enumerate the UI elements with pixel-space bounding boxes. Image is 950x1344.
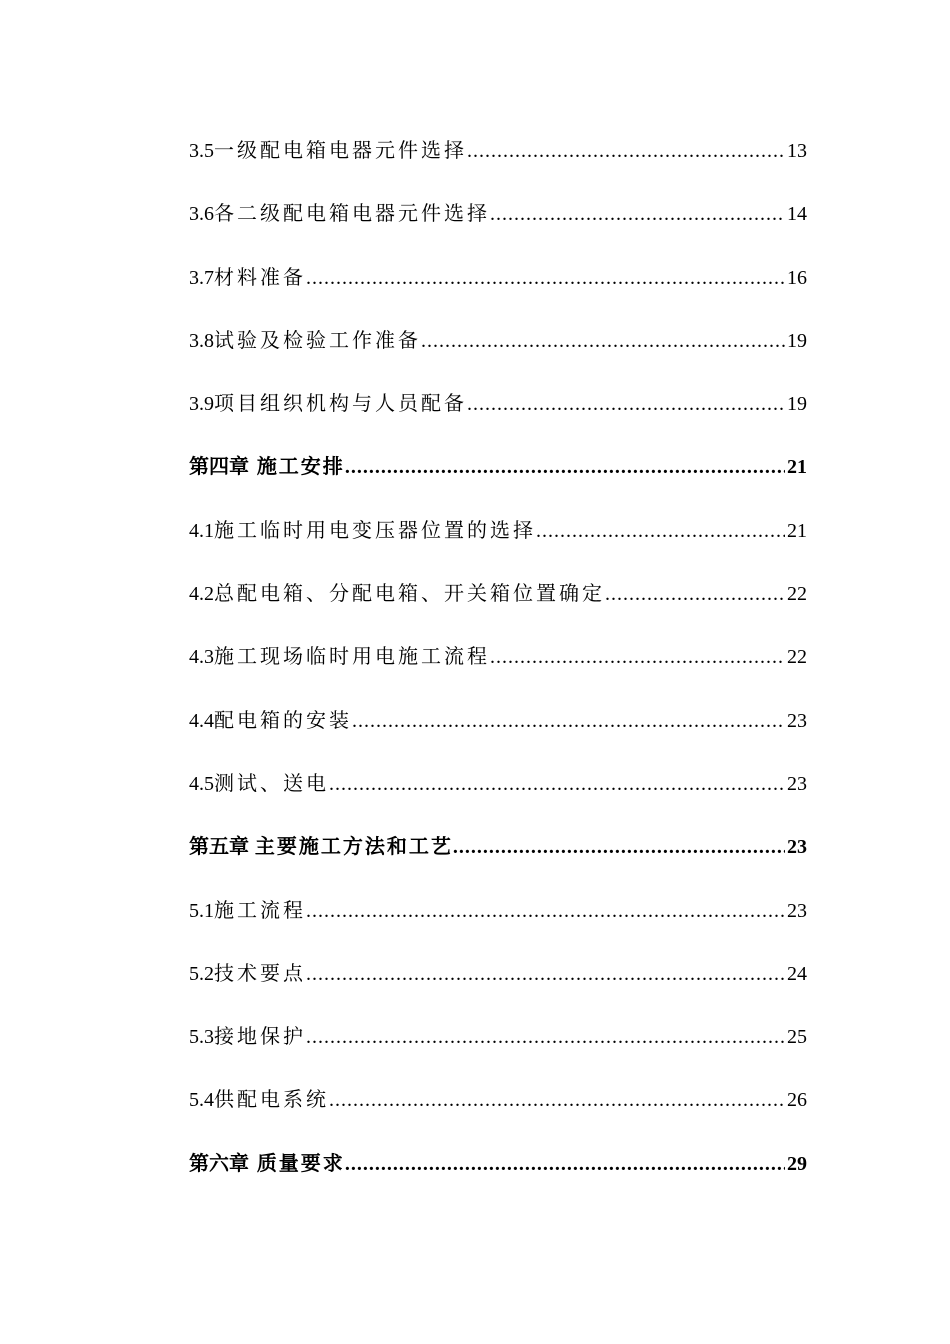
toc-entry-number: 3.7 xyxy=(189,266,214,289)
toc-entry-title: 供配电系统 xyxy=(214,1089,329,1112)
toc-entry-5-3[interactable] xyxy=(189,1006,807,1069)
toc-dot-leader xyxy=(605,563,785,626)
toc-chapter-number: 第四章 xyxy=(189,456,249,479)
toc-entry-number: 4.3 xyxy=(189,646,214,669)
toc-dot-leader xyxy=(306,1006,785,1069)
toc-chapter-title: 施工安排 xyxy=(256,456,345,479)
toc-entry-title: 测试、送电 xyxy=(214,772,329,795)
toc-page-number: 21 xyxy=(787,456,807,479)
toc-entry-title: 接地保护 xyxy=(214,1026,306,1049)
toc-dot-leader xyxy=(329,1069,785,1132)
toc-dot-leader xyxy=(467,120,785,183)
toc-entry-title: 试验及检验工作准备 xyxy=(214,329,421,352)
toc-entry-title: 材料准备 xyxy=(214,266,306,289)
toc-entry-title: 一级配电箱电器元件选择 xyxy=(214,140,467,162)
toc-page-number: 16 xyxy=(787,266,807,289)
toc-entry-number: 4.5 xyxy=(189,772,214,795)
toc-entry-4-3[interactable] xyxy=(189,626,807,689)
toc-page-number: 23 xyxy=(787,899,807,922)
toc-chapter-title: 主要施工方法和工艺 xyxy=(254,836,453,859)
toc-page-number: 21 xyxy=(787,519,807,542)
toc-dot-leader xyxy=(306,880,785,943)
toc-entry-4-5[interactable] xyxy=(189,753,807,816)
toc-page-number: 24 xyxy=(787,962,807,985)
toc-entry-3-9[interactable] xyxy=(189,373,807,436)
toc-entry-5-1[interactable] xyxy=(189,880,807,943)
toc-page-number: 25 xyxy=(787,1026,807,1049)
toc-chapter-title: 质量要求 xyxy=(256,1152,345,1175)
toc-entry-title: 总配电箱、分配电箱、开关箱位置确定 xyxy=(214,583,605,606)
toc-dot-leader xyxy=(352,690,785,753)
toc-dot-leader xyxy=(536,500,785,563)
toc-entry-number: 5.2 xyxy=(189,962,214,985)
toc-chapter-6[interactable] xyxy=(189,1133,807,1196)
toc-chapter-5[interactable] xyxy=(189,816,807,879)
toc-entry-3-7[interactable] xyxy=(189,247,807,310)
toc-page-number: 22 xyxy=(787,583,807,606)
toc-entry-number: 3.5 xyxy=(189,140,214,162)
toc-entry-5-4[interactable] xyxy=(189,1069,807,1132)
toc-page-number: 23 xyxy=(787,709,807,732)
toc-dot-leader xyxy=(421,310,785,373)
toc-chapter-number: 第六章 xyxy=(189,1152,249,1175)
toc-page-number: 23 xyxy=(787,836,807,859)
toc-dot-leader xyxy=(345,436,785,499)
toc-dot-leader xyxy=(490,626,785,689)
toc-entry-title: 施工流程 xyxy=(214,899,306,922)
toc-entry-number: 3.8 xyxy=(189,329,214,352)
toc-entry-title: 施工现场临时用电施工流程 xyxy=(214,646,490,669)
toc-page-number: 19 xyxy=(787,329,807,352)
toc-entry-number: 5.4 xyxy=(189,1089,214,1112)
toc-page-number: 29 xyxy=(787,1152,807,1175)
toc-dot-leader xyxy=(467,373,785,436)
toc-page-number: 23 xyxy=(787,772,807,795)
toc-page-number: 26 xyxy=(787,1089,807,1112)
toc-entry-5-2[interactable] xyxy=(189,943,807,1006)
toc-entry-number: 3.6 xyxy=(189,203,214,226)
toc-dot-leader xyxy=(490,183,785,246)
toc-entry-4-1[interactable] xyxy=(189,500,807,563)
toc-entry-3-5[interactable] xyxy=(189,120,807,183)
table-of-contents xyxy=(189,120,807,1196)
toc-dot-leader xyxy=(306,943,785,1006)
toc-page-number: 14 xyxy=(787,203,807,226)
toc-chapter-4[interactable] xyxy=(189,436,807,499)
toc-page-number: 22 xyxy=(787,646,807,669)
toc-dot-leader xyxy=(306,247,785,310)
toc-entry-3-6[interactable] xyxy=(189,183,807,246)
toc-entry-title: 各二级配电箱电器元件选择 xyxy=(214,203,490,226)
toc-entry-4-4[interactable] xyxy=(189,690,807,753)
toc-entry-number: 3.9 xyxy=(189,393,214,416)
toc-entry-title: 技术要点 xyxy=(214,962,306,985)
toc-entry-3-8[interactable] xyxy=(189,310,807,373)
toc-dot-leader xyxy=(329,753,785,816)
toc-entry-title: 配电箱的安装 xyxy=(214,709,352,732)
toc-page-number: 13 xyxy=(787,140,807,162)
toc-dot-leader xyxy=(345,1133,785,1196)
toc-entry-title: 项目组织机构与人员配备 xyxy=(214,393,467,416)
toc-entry-number: 5.1 xyxy=(189,899,214,922)
toc-dot-leader xyxy=(453,816,785,879)
toc-entry-title: 施工临时用电变压器位置的选择 xyxy=(214,519,536,542)
toc-entry-number: 4.2 xyxy=(189,583,214,606)
toc-entry-number: 5.3 xyxy=(189,1026,214,1049)
toc-entry-number: 4.1 xyxy=(189,519,214,542)
toc-entry-number: 4.4 xyxy=(189,709,214,732)
toc-page-number: 19 xyxy=(787,393,807,416)
toc-chapter-number: 第五章 xyxy=(189,836,249,859)
toc-entry-4-2[interactable] xyxy=(189,563,807,626)
